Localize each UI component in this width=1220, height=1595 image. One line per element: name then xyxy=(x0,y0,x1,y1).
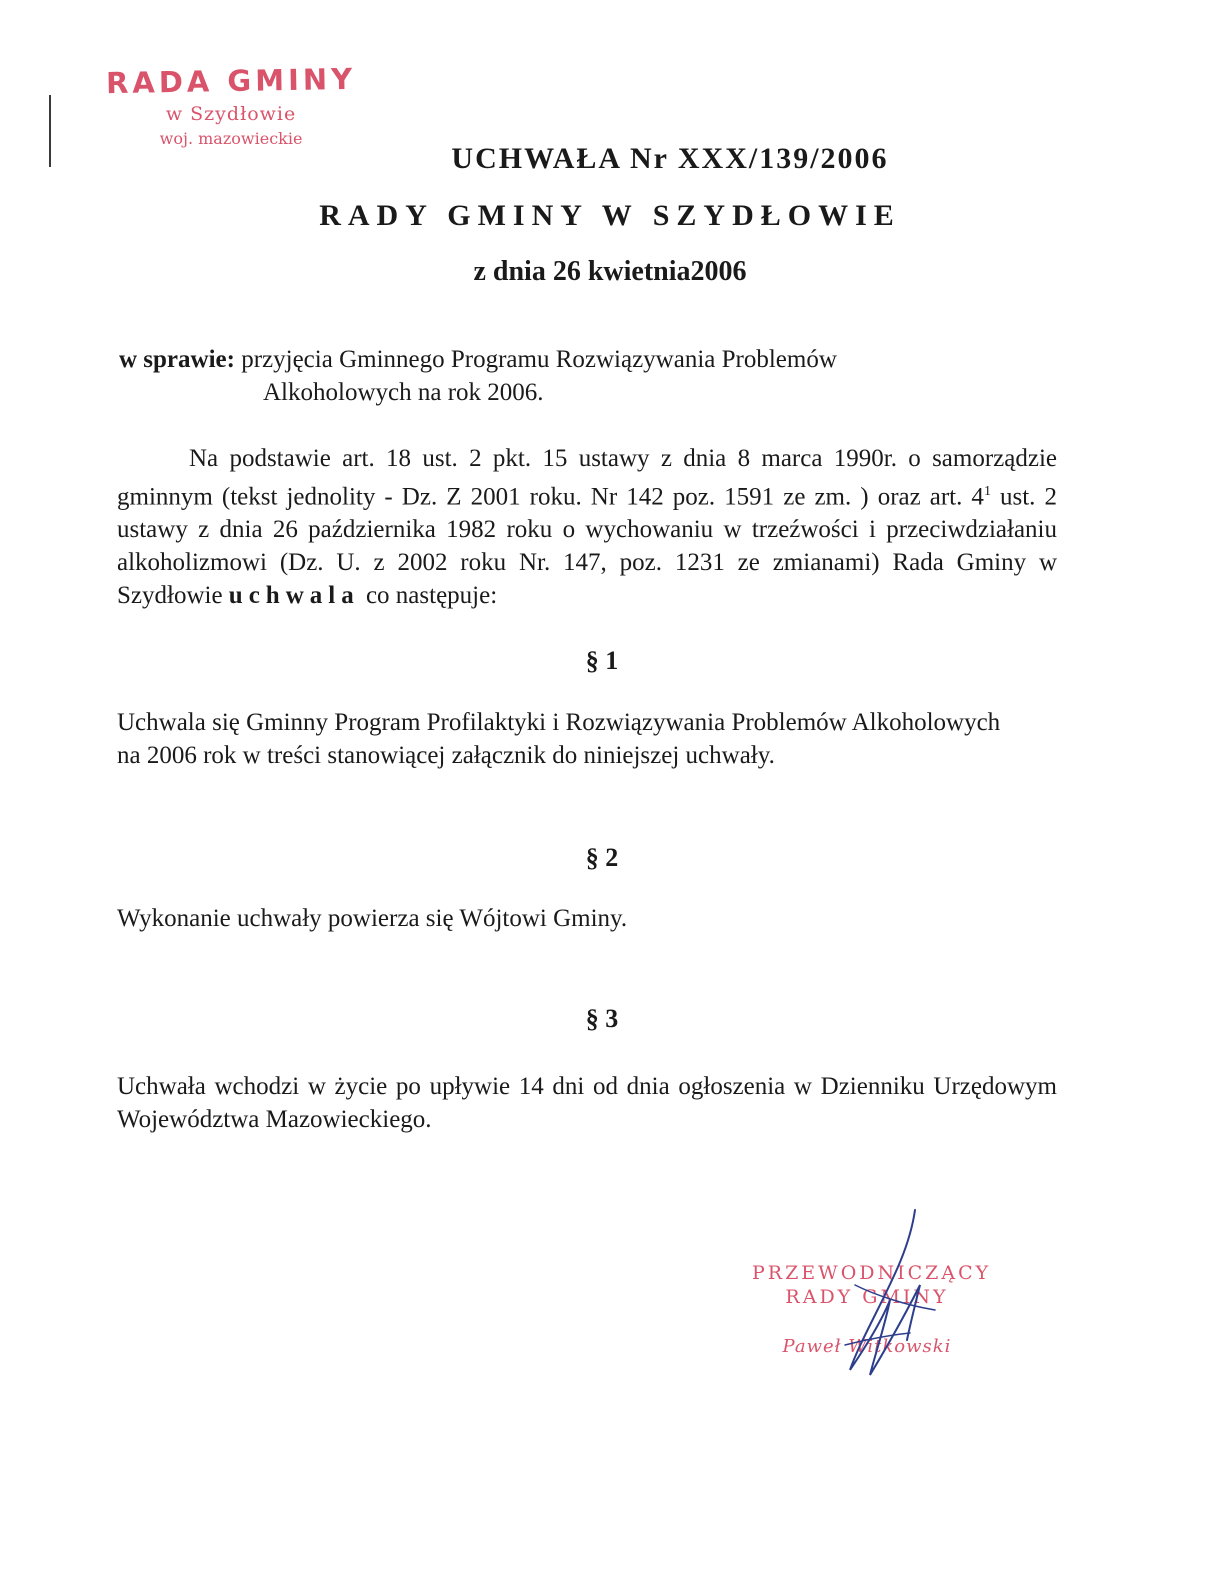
council-stamp xyxy=(105,61,357,148)
section-2-text: Wykonanie uchwały powierza się Wójtowi Gminy. xyxy=(117,905,628,932)
section-3-text: Uchwała wchodzi w życie po upływie 14 dni od dnia ogłoszenia w Dzienniku Urzędowym Województwa Mazowieckiego. xyxy=(117,1073,1057,1133)
resolution-issuer: RADY GMINY W SZYDŁOWIE xyxy=(319,199,901,232)
section-1-heading: § 1 xyxy=(585,646,619,675)
chairman-stamp-line1: PRZEWODNICZĄCY xyxy=(752,1262,992,1284)
subject-text-line2: Alkoholowych na rok 2006. xyxy=(263,379,544,406)
subject-block xyxy=(119,343,1019,409)
section-1-text: Uchwala się Gminny Program Profilaktyki i Rozwiązywania Problemów Alkoholowych na 2006 rok w treści stanowiącej załącznik do niniejszej uchwały. xyxy=(117,709,1001,769)
handwritten-signature xyxy=(835,1205,945,1385)
council-stamp-line1: RADA GMINY xyxy=(105,61,357,101)
preamble-text-continued: ust. 2 ustawy z dnia 26 października 1982 roku o wychowaniu w trzeźwości i przeciwdziałaniu alkoholizmowi (Dz. U. z 2002 roku Nr. 147, poz. 1231 ze zmianami) Rada Gminy w Szydłowie xyxy=(117,483,1057,610)
preamble-ending: co następuje: xyxy=(359,582,498,610)
preamble-superscript: 1 xyxy=(983,484,991,499)
subject-label: w sprawie: xyxy=(119,346,235,373)
preamble-paragraph xyxy=(117,442,1057,612)
council-stamp-line2: w Szydłowie xyxy=(165,103,297,125)
resolution-date: z dnia 26 kwietnia2006 xyxy=(473,256,747,287)
section-2-heading: § 2 xyxy=(585,843,619,872)
resolution-title: UCHWAŁA Nr XXX/139/2006 xyxy=(451,142,889,175)
preamble-emphasis: uchwala xyxy=(228,582,360,610)
chairman-name: Paweł Witkowski xyxy=(782,1336,952,1357)
chairman-stamp-line2: RADY GMINY xyxy=(785,1286,949,1308)
subject-text-line1: przyjęcia Gminnego Programu Rozwiązywania Problemów xyxy=(241,346,837,373)
margin-mark xyxy=(49,95,51,167)
section-3-heading: § 3 xyxy=(585,1004,619,1033)
preamble-text: Na podstawie art. 18 ust. 2 pkt. 15 ustawy z dnia 8 marca 1990r. o samorządzie gminnym (tekst jednolity - Dz. Z 2001 roku. Nr 142 poz. 1591 ze zm. ) oraz art. 4 xyxy=(117,445,1057,511)
council-stamp-line3: woj. mazowieckie xyxy=(159,129,303,148)
